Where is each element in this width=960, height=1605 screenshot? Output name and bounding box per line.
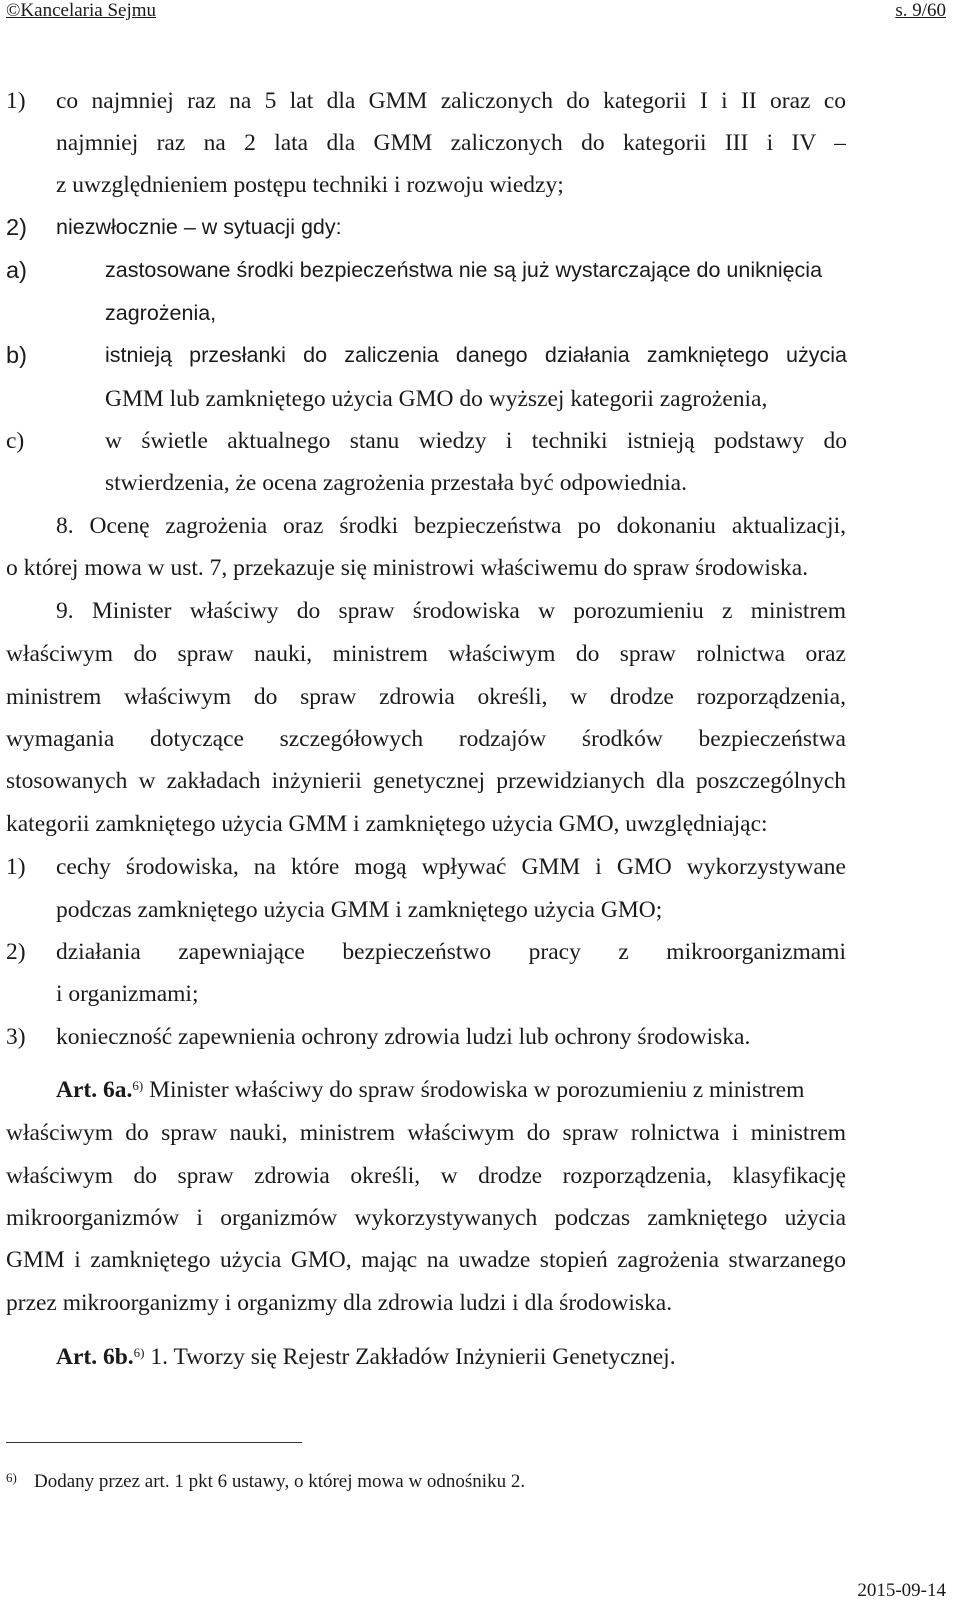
- para-8-line: o której mowa w ust. 7, przekazuje się ministrowi właściwemu do spraw środowiska.: [6, 555, 809, 581]
- para-9-item-3-line: konieczność zapewnienia ochrony zdrowia ludzi lub ochrony środowiska.: [56, 1024, 751, 1050]
- subitem-a-label: a): [6, 257, 27, 283]
- header-copyright: ©Kancelaria Sejmu: [6, 0, 157, 21]
- article-6b-text: 1. Tworzy się Rejestr Zakładów Inżynierii Genetycznej.: [150, 1344, 676, 1370]
- para-9-line: ministrem właściwym do spraw zdrowia określi, w drodze rozporządzenia,: [6, 684, 846, 710]
- para-8-line: 8. Ocenę zagrożenia oraz środki bezpieczeństwa po dokonaniu aktualizacji,: [56, 513, 846, 539]
- article-6a-line: właściwym do spraw nauki, ministrem właściwym do spraw rolnictwa i ministrem: [6, 1120, 846, 1146]
- article-6a-line: mikroorganizmów i organizmów wykorzystywanych podczas zamkniętego użycia: [6, 1205, 846, 1231]
- subitem-c-label: c): [6, 428, 25, 454]
- subitem-a-line: zagrożenia,: [105, 301, 217, 325]
- footnote-ref: 6): [6, 1470, 17, 1485]
- article-6b-footnote-ref[interactable]: 6): [133, 1345, 145, 1360]
- para-9-line: właściwym do spraw nauki, ministrem właściwym do spraw rolnictwa oraz: [6, 641, 846, 667]
- para-9-item-1-number: 1): [6, 854, 26, 880]
- para-9-line: stosowanych w zakładach inżynierii genetycznej przewidzianych dla poszczególnych: [6, 768, 846, 794]
- item-1-line: z uwzględnieniem postępu techniki i rozwoju wiedzy;: [56, 172, 564, 198]
- para-9-line: wymagania dotyczące szczegółowych rodzajów środków bezpieczeństwa: [6, 726, 846, 752]
- item-1-number: 1): [6, 88, 26, 114]
- para-9-item-3-number: 3): [6, 1024, 26, 1050]
- para-9-item-1-line: podczas zamkniętego użycia GMM i zamkniętego użycia GMO;: [56, 897, 663, 923]
- para-9-item-1-line: cechy środowiska, na które mogą wpływać GMM i GMO wykorzystywane: [56, 854, 846, 880]
- subitem-c-line: stwierdzenia, że ocena zagrożenia przestała być odpowiednia.: [105, 470, 687, 496]
- para-9-line: 9. Minister właściwy do spraw środowiska w porozumieniu z ministrem: [56, 598, 846, 624]
- para-9-item-2-line: i organizmami;: [56, 981, 199, 1007]
- footnote-divider: [6, 1442, 302, 1443]
- para-9-item-2-number: 2): [6, 939, 26, 965]
- article-6b-line: [56, 1342, 676, 1372]
- subitem-b-line: GMM lub zamkniętego użycia GMO do wyższej kategorii zagrożenia,: [105, 386, 768, 412]
- article-6a-line: właściwym do spraw zdrowia określi, w drodze rozporządzenia, klasyfikację: [6, 1163, 846, 1189]
- footnote-text: Dodany przez art. 1 pkt 6 ustawy, o której mowa w odnośniku 2.: [34, 1471, 526, 1492]
- subitem-c-line: w świetle aktualnego stanu wiedzy i techniki istnieją podstawy do: [105, 428, 847, 454]
- article-6a-text: Minister właściwy do spraw środowiska w porozumieniu z ministrem: [149, 1077, 805, 1103]
- para-9-item-2-line: działania zapewniające bezpieczeństwo pracy z mikroorganizmami: [56, 939, 846, 965]
- item-1-line: co najmniej raz na 5 lat dla GMM zaliczonych do kategorii I i II oraz co: [56, 88, 846, 114]
- subitem-a-line: zastosowane środki bezpieczeństwa nie są już wystarczające do uniknięcia: [105, 258, 823, 282]
- subitem-b-label: b): [6, 342, 27, 368]
- item-2-text: niezwłocznie – w sytuacji gdy:: [56, 215, 342, 239]
- footer-date: 2015-09-14: [857, 1580, 946, 1601]
- article-6a-line: przez mikroorganizmy i organizmy dla zdrowia ludzi i dla środowiska.: [6, 1290, 673, 1316]
- page-number: s. 9/60: [895, 0, 946, 21]
- subitem-b-line: istnieją przesłanki do zaliczenia danego działania zamkniętego użycia: [105, 343, 847, 367]
- article-6a-first-line: [56, 1075, 804, 1105]
- article-6a-footnote-ref[interactable]: 6): [132, 1078, 144, 1093]
- article-6b-label: Art. 6b.: [56, 1344, 134, 1370]
- article-6a-line: GMM i zamkniętego użycia GMO, mając na uwadze stopień zagrożenia stwarzanego: [6, 1247, 846, 1273]
- para-9-line: kategorii zamkniętego użycia GMM i zamkniętego użycia GMO, uwzględniając:: [6, 811, 768, 837]
- item-1-line: najmniej raz na 2 lata dla GMM zaliczonych do kategorii III i IV –: [56, 130, 846, 156]
- article-6a-label: Art. 6a.: [56, 1077, 133, 1103]
- item-2-number: 2): [6, 214, 27, 240]
